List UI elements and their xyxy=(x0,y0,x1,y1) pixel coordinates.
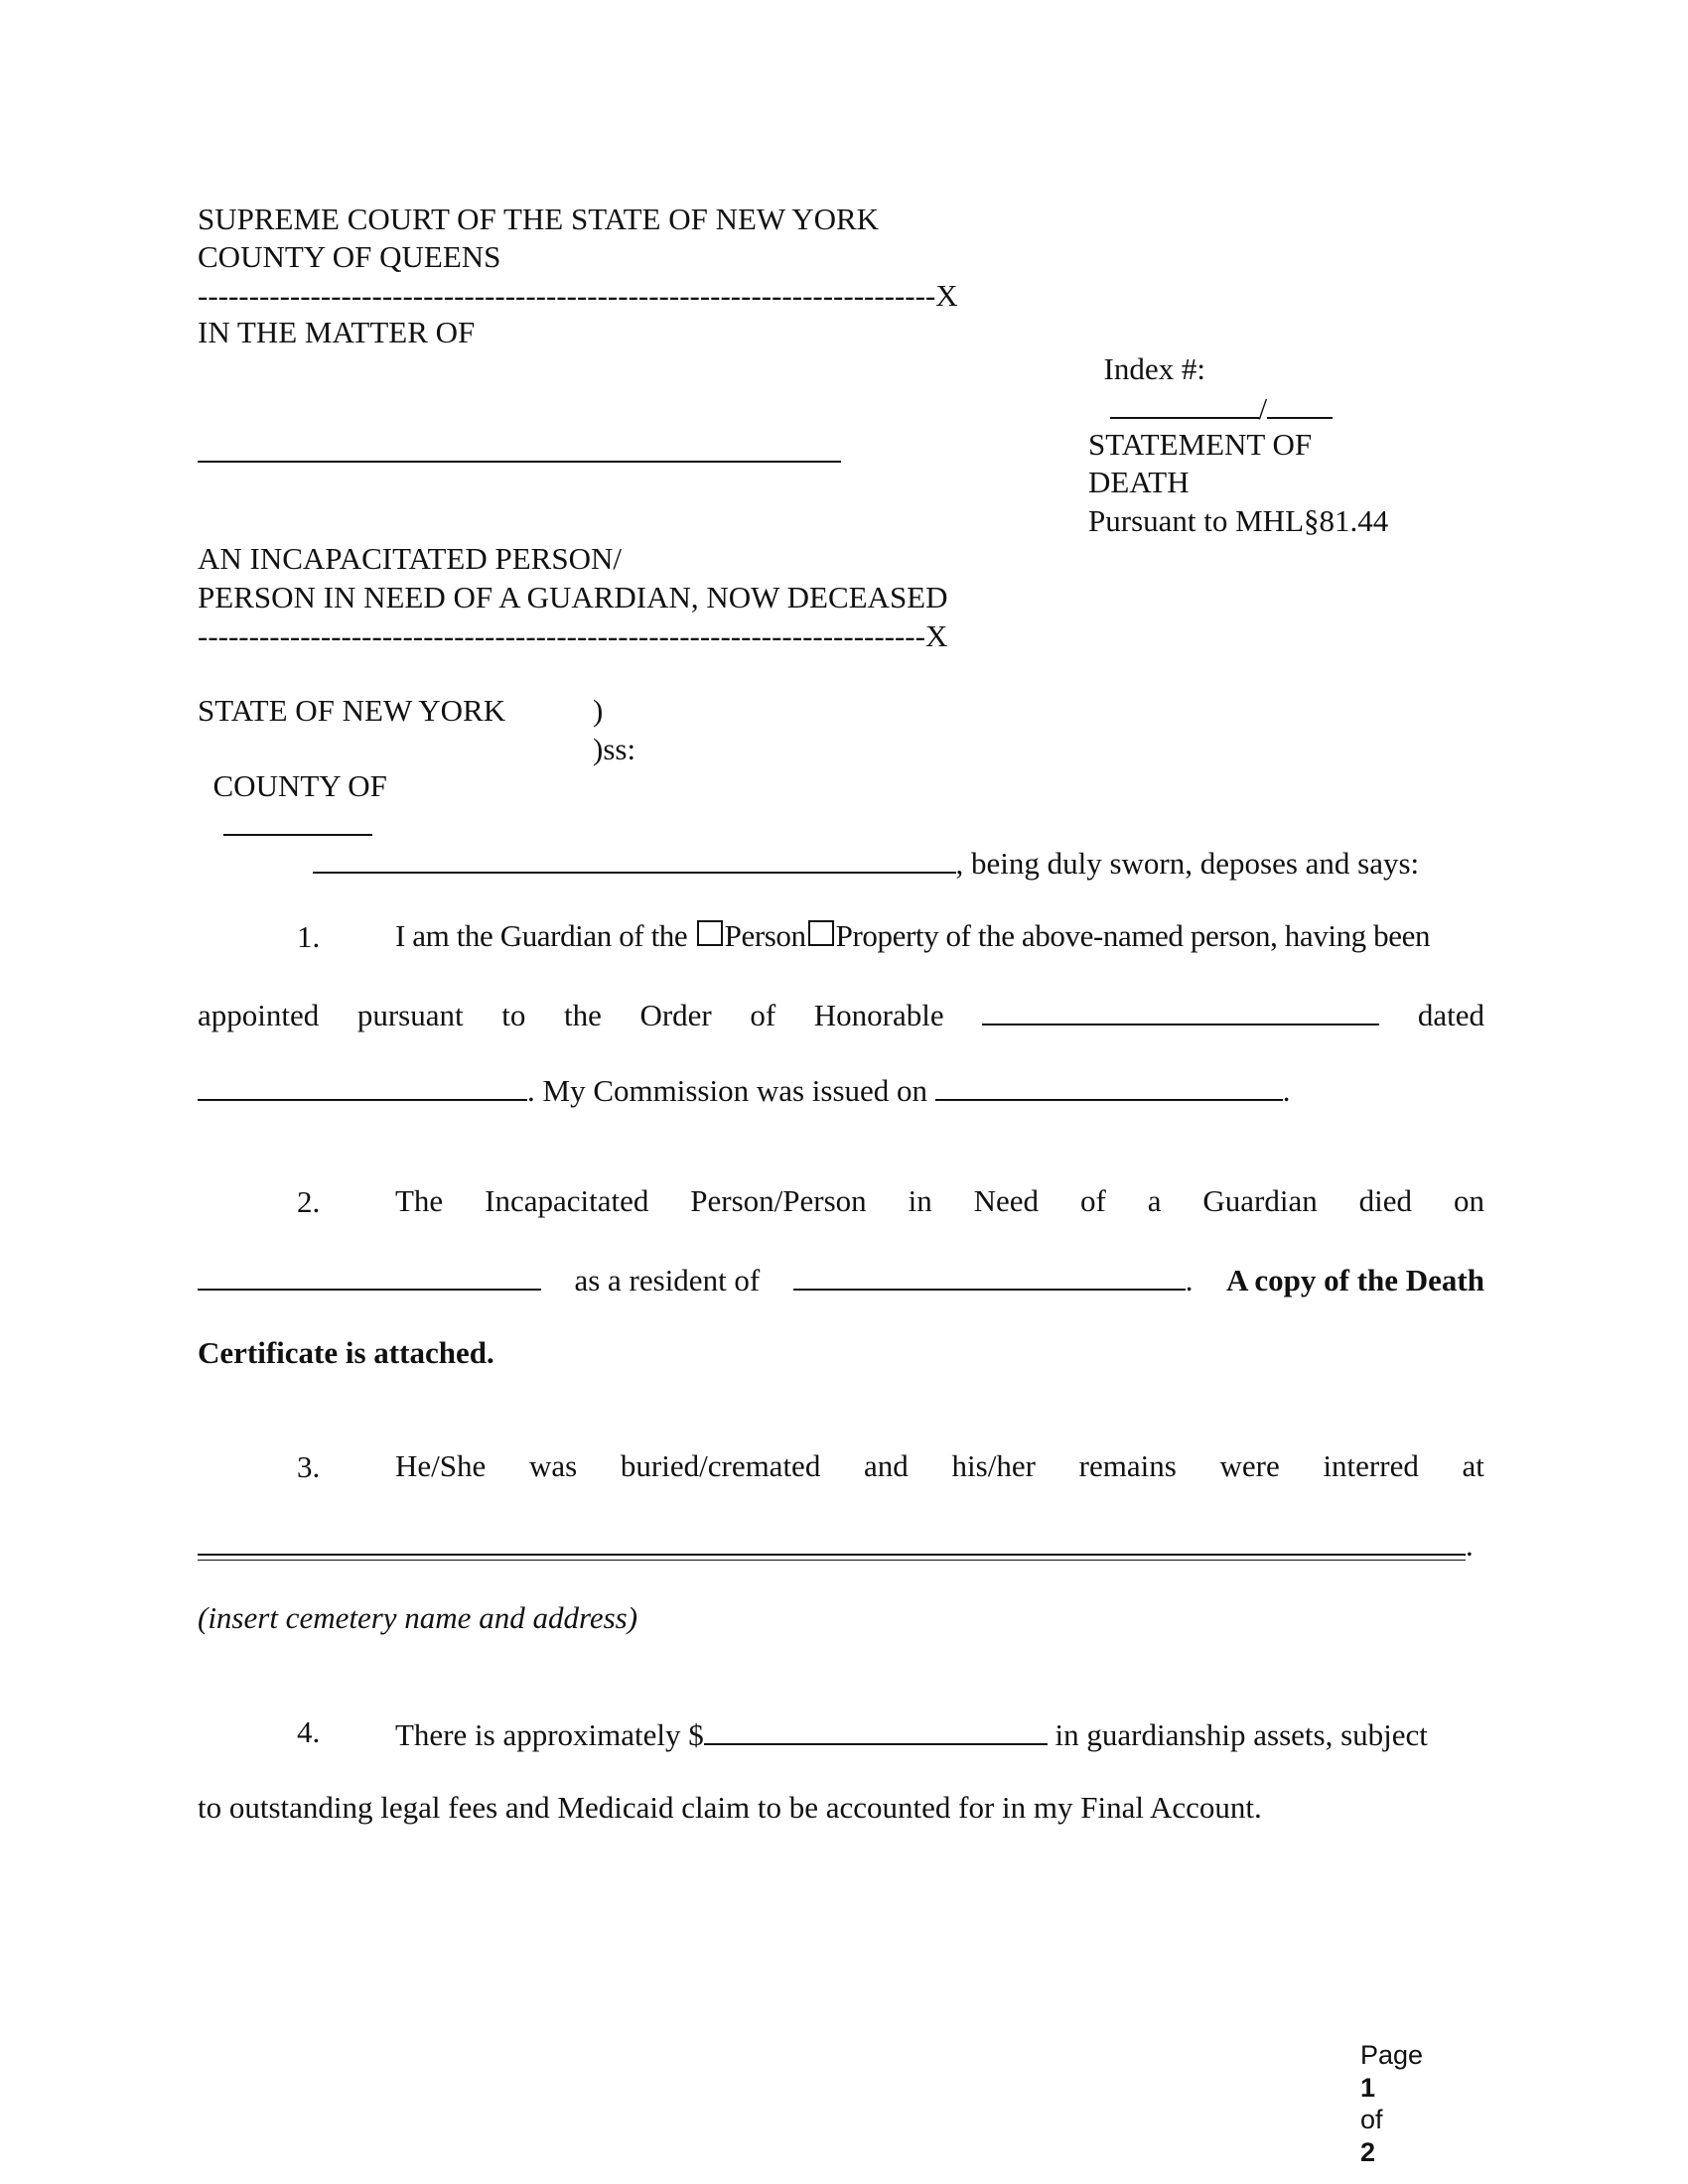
word: Incapacitated xyxy=(485,1183,649,1218)
death-date-blank[interactable] xyxy=(198,1259,541,1291)
word: Order xyxy=(639,998,712,1032)
page-number xyxy=(1345,2007,1423,2168)
word: to xyxy=(501,998,526,1032)
caption-line1: AN INCAPACITATED PERSON/ xyxy=(198,541,622,576)
word: Need xyxy=(973,1183,1040,1218)
word: The xyxy=(395,1183,444,1218)
death-certificate-note: A copy of the Death xyxy=(1225,1263,1484,1297)
deponent-name-blank[interactable] xyxy=(313,842,956,874)
word: his/her xyxy=(951,1448,1036,1483)
asset-amount-blank[interactable] xyxy=(704,1713,1048,1745)
word: were xyxy=(1219,1448,1280,1483)
word: at xyxy=(1462,1448,1484,1483)
index-year-blank[interactable] xyxy=(1267,387,1333,419)
para4-line1 xyxy=(395,1713,1484,1753)
residence-blank[interactable] xyxy=(793,1259,1186,1291)
para3-number: 3. xyxy=(297,1449,321,1484)
word: Person/Person xyxy=(690,1183,867,1218)
death-certificate-note-end: Certificate is attached. xyxy=(198,1335,494,1370)
word: remains xyxy=(1078,1448,1177,1483)
property-checkbox[interactable] xyxy=(808,920,834,946)
venue-state-paren: ) xyxy=(593,693,604,728)
para1-line3 xyxy=(198,1069,1484,1109)
para4-line2: to outstanding legal fees and Medicaid claim to be accounted for in my Final Account. xyxy=(198,1790,1262,1825)
word: buried/cremated xyxy=(620,1448,821,1483)
word: He/She xyxy=(395,1448,487,1483)
para2-line1 xyxy=(395,1183,1484,1219)
person-checkbox[interactable] xyxy=(697,920,723,946)
assets-text-end: in guardianship assets, subject xyxy=(1055,1717,1428,1752)
word: Honorable xyxy=(813,998,944,1032)
cemetery-blank[interactable] xyxy=(198,1554,1466,1556)
word: interred xyxy=(1323,1448,1419,1483)
person-name-blank[interactable] xyxy=(198,461,841,463)
word: on xyxy=(1453,1183,1484,1218)
county-name: COUNTY OF QUEENS xyxy=(198,239,501,274)
commission-text: . My Commission was issued on xyxy=(527,1073,928,1108)
para2-line2 xyxy=(198,1259,1484,1298)
index-label: Index #: xyxy=(1103,351,1205,387)
word: dated xyxy=(1417,998,1484,1032)
word: appointed xyxy=(198,998,320,1032)
word: a xyxy=(1147,1183,1162,1218)
property-option-label: Property of the above-named person, having been xyxy=(835,918,1431,953)
document-title-line2: DEATH xyxy=(1088,465,1190,499)
venue-ss: )ss: xyxy=(593,732,636,766)
word: of xyxy=(1079,1183,1106,1218)
document-title-statute: Pursuant to MHL§81.44 xyxy=(1088,503,1389,538)
order-date-blank[interactable] xyxy=(198,1069,527,1101)
index-number-field xyxy=(1088,314,1333,428)
word: of xyxy=(750,998,776,1032)
index-slash: / xyxy=(1258,391,1268,427)
current-page: 1 xyxy=(1360,2072,1376,2103)
document-title-line1: STATEMENT OF xyxy=(1088,427,1313,462)
word: and xyxy=(864,1448,909,1483)
cemetery-blank-underline xyxy=(198,1560,1466,1561)
venue-county-label: COUNTY OF xyxy=(212,768,387,804)
court-name: SUPREME COURT OF THE STATE OF NEW YORK xyxy=(198,202,880,236)
venue-state: STATE OF NEW YORK xyxy=(198,693,506,728)
deponent-intro-text: , being duly sworn, deposes and says: xyxy=(955,846,1420,882)
assets-text: There is approximately $ xyxy=(395,1717,704,1752)
person-option-label: Person xyxy=(724,918,806,953)
cemetery-instruction: (insert cemetery name and address) xyxy=(198,1600,638,1635)
caption-line2: PERSON IN NEED OF A GUARDIAN, NOW DECEASED xyxy=(198,580,948,614)
caption-divider-bottom: -----------------------------------------------------------------------X xyxy=(198,618,948,653)
in-the-matter-of: IN THE MATTER OF xyxy=(198,315,476,349)
total-pages: 2 xyxy=(1360,2136,1376,2167)
para1-guardian-text: I am the Guardian of the xyxy=(395,918,688,953)
index-number-blank[interactable] xyxy=(1110,387,1259,419)
word: was xyxy=(528,1448,578,1483)
word: in xyxy=(908,1183,932,1218)
para2-number: 2. xyxy=(297,1184,321,1219)
para4-number: 4. xyxy=(297,1714,321,1749)
word: the xyxy=(563,998,602,1032)
commission-period: . xyxy=(1282,1073,1291,1108)
residence-period: . xyxy=(1185,1263,1194,1297)
word: died xyxy=(1358,1183,1413,1218)
word: Guardian xyxy=(1202,1183,1318,1218)
deponent-intro xyxy=(297,805,1419,882)
para1-line1 xyxy=(395,918,1484,954)
caption-divider-top: ------------------------------------------------------------------------X xyxy=(198,278,958,313)
of-word: of xyxy=(1360,2105,1383,2135)
cemetery-period: . xyxy=(1466,1528,1474,1563)
para1-line2 xyxy=(198,994,1484,1033)
commission-date-blank[interactable] xyxy=(935,1069,1283,1101)
judge-name-blank[interactable] xyxy=(982,994,1379,1025)
resident-text: as a resident of xyxy=(574,1263,761,1297)
para1-number: 1. xyxy=(297,919,321,954)
word: pursuant xyxy=(356,998,464,1032)
page-word: Page xyxy=(1360,2040,1424,2071)
para3-line1 xyxy=(395,1448,1484,1484)
